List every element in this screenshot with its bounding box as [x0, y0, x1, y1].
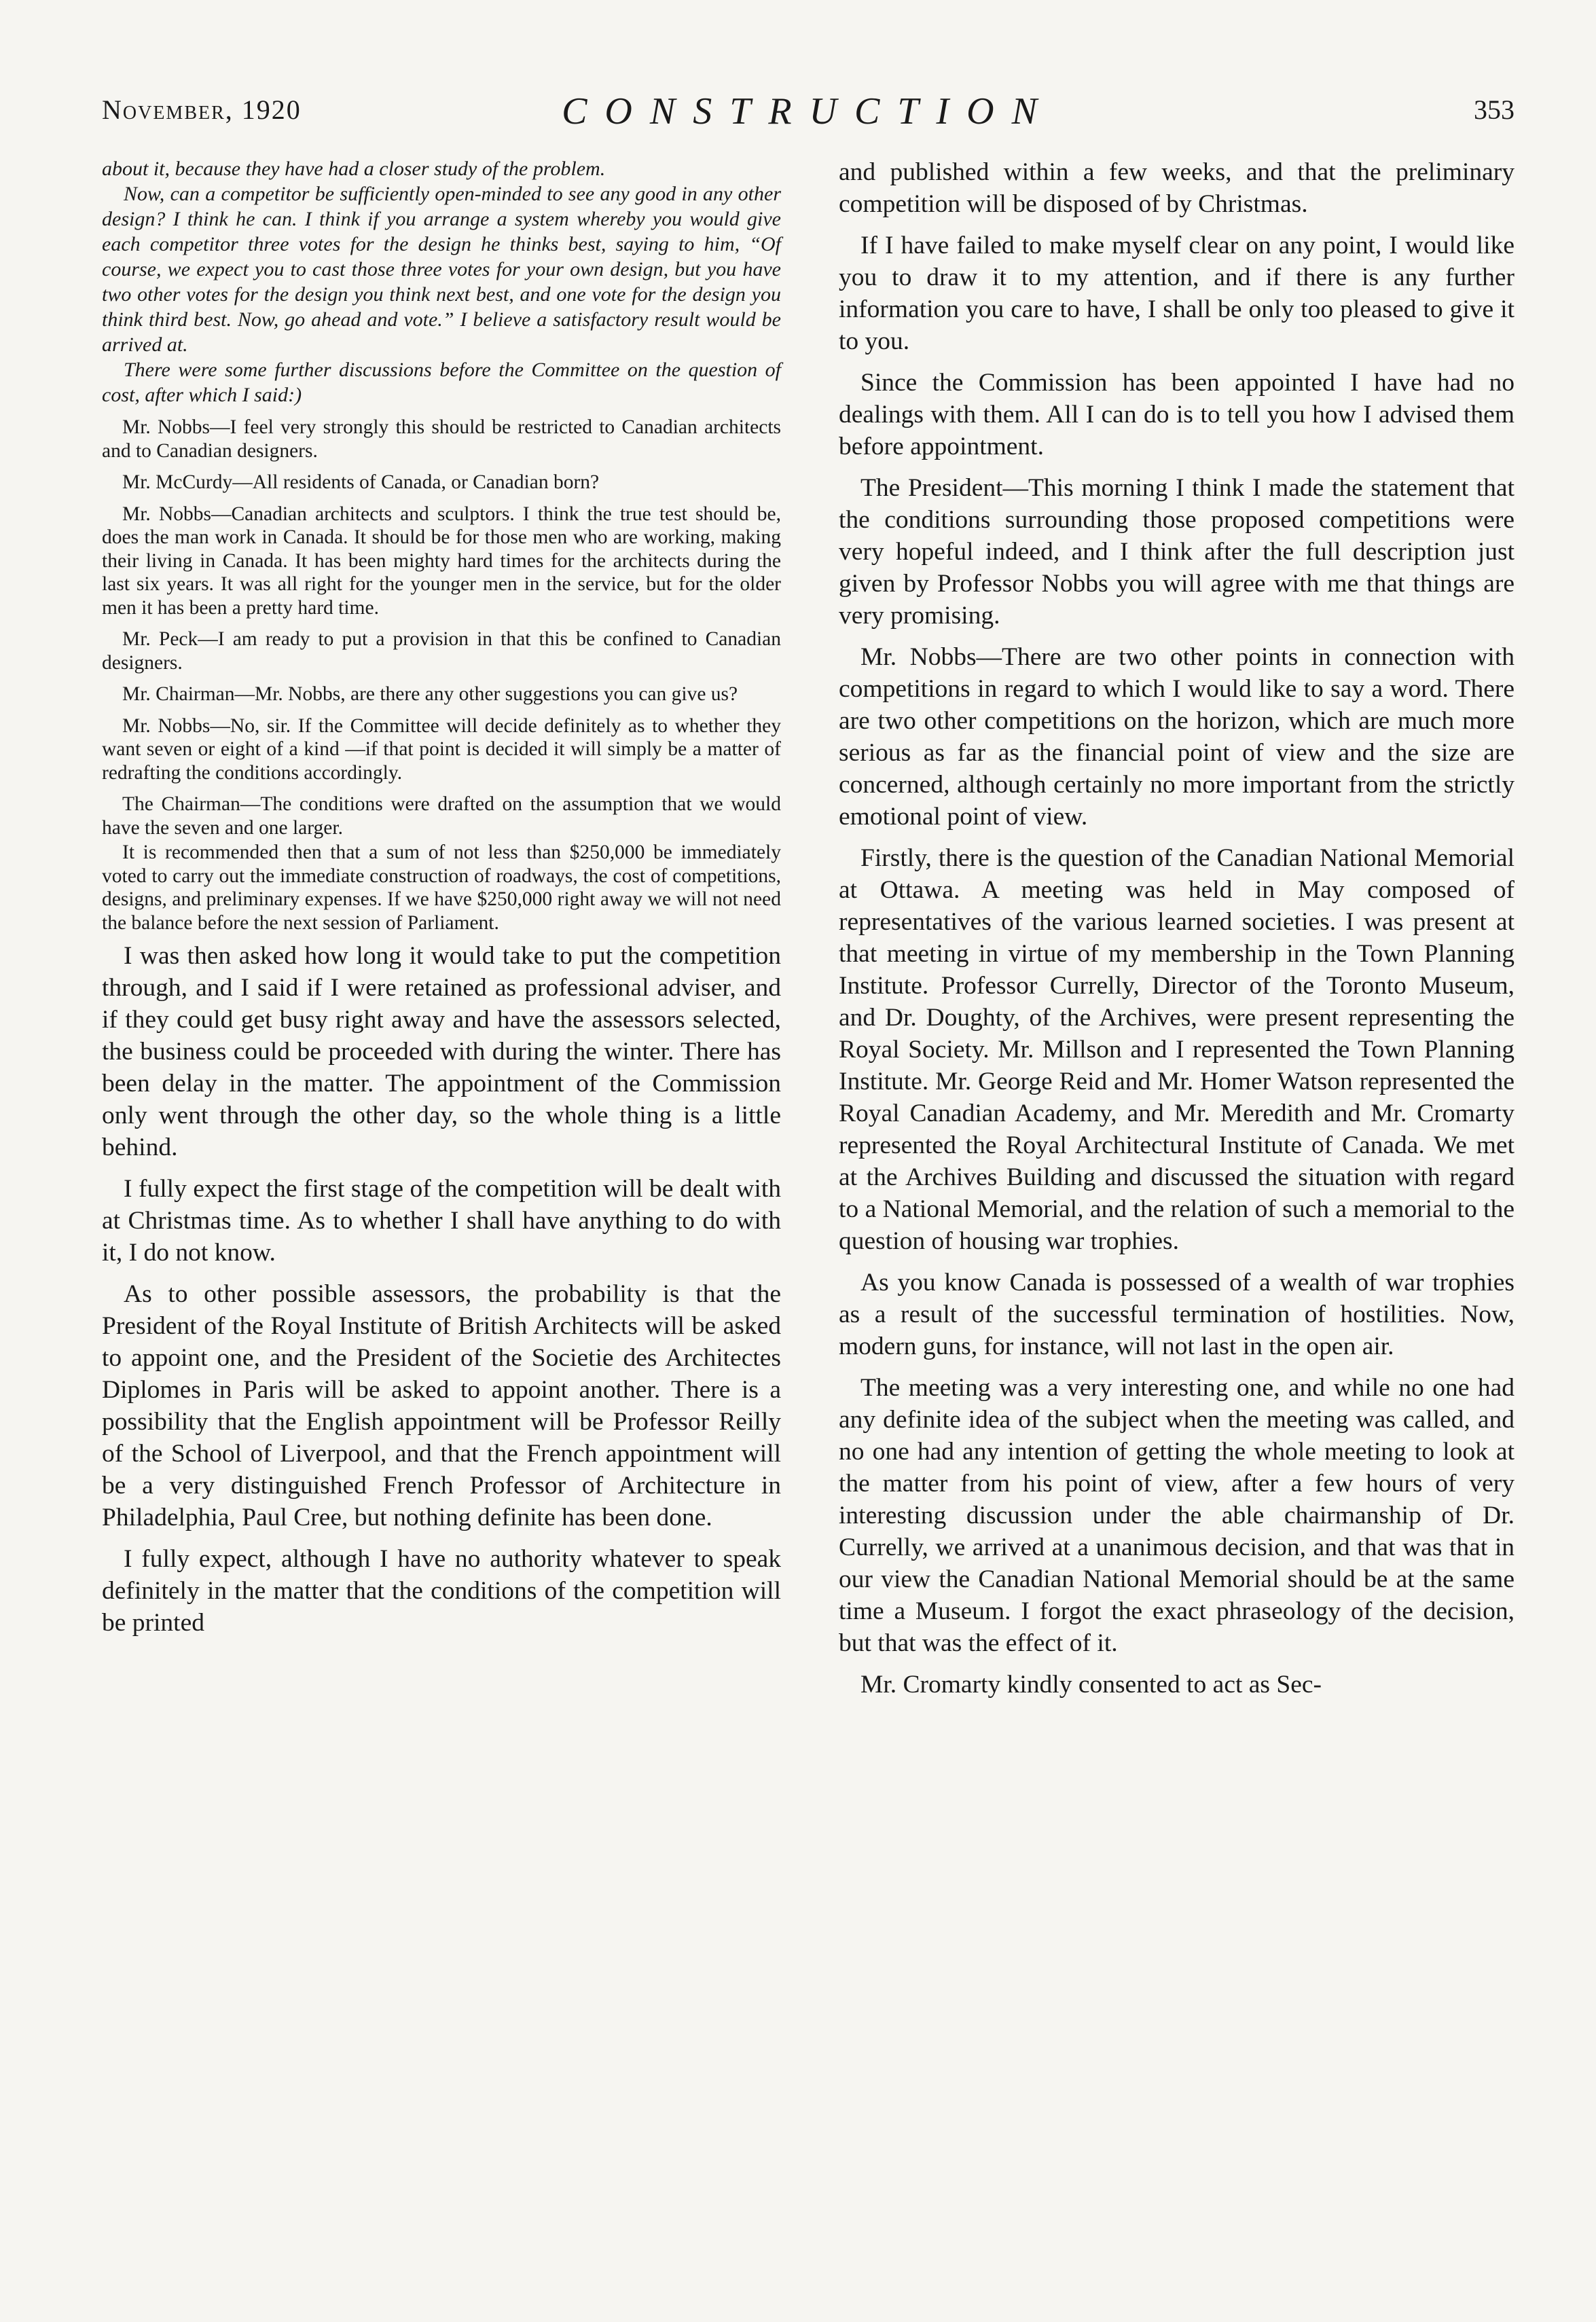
transcript-paragraph: The Chairman—The conditions were drafted on the assumption that we would have the seven and one larger.	[102, 793, 781, 839]
transcript-paragraph: Mr. Nobbs—No, sir. If the Committee will decide definitely as to whether they want seven or eight of a kind —if that point is decided it will simply be a matter of redrafting the conditions accordingly.	[102, 714, 781, 784]
body-paragraph: I fully expect, although I have no authority whatever to speak definitely in the matter that the conditions of the competition will be printed	[102, 1545, 781, 1637]
issue-date: November, 1920	[102, 94, 302, 125]
transcript-paragraph: Mr. Peck—I am ready to put a provision in that this be confined to Canadian designers.	[102, 628, 781, 674]
body-paragraph: I fully expect the first stage of the competition will be dealt with at Christmas time. As to whether I shall have anything to do with it, I do not know.	[102, 1175, 781, 1267]
italic-paragraph: about it, because they have had a closer study of the problem.	[102, 158, 606, 180]
right-column	[839, 156, 1515, 1701]
body-paragraph: As you know Canada is possessed of a wealth of war trophies as a result of the successful termination of hostilities. Now, modern guns, for instance, will not last in the open air.	[839, 1269, 1515, 1360]
publication-title: CONSTRUCTION	[562, 90, 1055, 132]
body-text-block	[839, 156, 1515, 1701]
italic-paragraph: Now, can a competitor be sufficiently open-minded to see any good in any other design? I think he can. I think if you arrange a system whereby you would give each competitor three votes for the design he thinks best, saying to him, “Of course, we expect you to cast those three votes for your own design, but you have two other votes for the design you think next best, and one vote for the design you think third best. Now, go ahead and vote.” I believe a satisfactory result would be arrived at.	[102, 183, 781, 356]
body-paragraph: The President—This morning I think I made the statement that the conditions surrounding those proposed competitions were very hopeful indeed, and I think after the full description just given by Professor Nobbs you will agree with me that things are very promising.	[839, 474, 1515, 630]
body-paragraph: Mr. Nobbs—There are two other points in connection with competitions in regard to which I would like to say a word. There are two other competitions on the horizon, which are much more serious as far as the financial point of view and the size are concerned, although certainly no more important from the strictly emotional point of view.	[839, 643, 1515, 831]
page-number: 353	[1474, 94, 1515, 125]
body-text-block	[102, 940, 781, 1639]
body-paragraph: Firstly, there is the question of the Canadian National Memorial at Ottawa. A meeting was held in May composed of representatives of the various learned societies. I was present at that meeting in virtue of my membership in the Town Planning Institute. Professor Currelly, Director of the Toronto Museum, and Dr. Doughty, of the Archives, were present representing the Royal Society. Mr. Millson and I represented the Town Planning Institute. Mr. George Reid and Mr. Homer Watson represented the Royal Canadian Academy, and Mr. Meredith and Mr. Cromarty represented the Royal Architectural Institute of Canada. We met at the Archives Building and discussed the situation with regard to a National Memorial, and the relation of such a memorial to the question of housing war trophies.	[839, 844, 1515, 1255]
body-paragraph: I was then asked how long it would take to put the competition through, and I said if I were retained as professional adviser, and if they could get busy right away and have the assessors selected, the business could be proceeded with during the winter. There has been delay in the matter. The appointment of the Commission only went through the other day, so the whole thing is a little behind.	[102, 942, 781, 1161]
transcript-paragraph: It is recommended then that a sum of not less than $250,000 be immediately voted to carry out the immediate construction of roadways, the cost of competitions, designs, and preliminary expenses. If we have $250,000 right away we will not need the balance before the next session of Parliament.	[102, 841, 781, 934]
italic-quoted-block	[102, 156, 781, 407]
transcript-paragraph: Mr. Nobbs—I feel very strongly this should be restricted to Canadian architects and to Canadian designers.	[102, 416, 781, 462]
body-paragraph: As to other possible assessors, the probability is that the President of the Royal Institute of British Architects will be asked to appoint one, and the President of the Societie des Architectes Diplomes in Paris will be asked to appoint another. There is a possibility that the English appointment will be Professor Reilly of the School of Liverpool, and that the French appointment will be a very distinguished French Professor of Architecture in Philadelphia, Paul Cree, but nothing definite has been done.	[102, 1280, 781, 1531]
body-paragraph: If I have failed to make myself clear on any point, I would like you to draw it to my attention, and if there is any further information you care to have, I shall be only too pleased to give it to you.	[839, 232, 1515, 355]
body-paragraph: Mr. Cromarty kindly consented to act as Sec-	[860, 1671, 1322, 1699]
body-paragraph: The meeting was a very interesting one, and while no one had any definite idea of the subject when the meeting was called, and no one had any intention of getting the whole meeting to look at the matter from his point of view, after a few hours of very interesting discussion under the able chairmanship of Dr. Currelly, we arrived at a unanimous decision, and that was that in our view the Canadian National Memorial should be at the same time a Museum. I forgot the exact phraseology of the decision, but that was the effect of it.	[839, 1374, 1515, 1657]
left-column	[102, 156, 781, 1639]
transcript-block	[102, 416, 781, 935]
transcript-paragraph: Mr. Chairman—Mr. Nobbs, are there any other suggestions you can give us?	[122, 683, 738, 705]
running-header	[102, 90, 1515, 137]
body-paragraph: Since the Commission has been appointed I have had no dealings with them. All I can do is to tell you how I advised them before appointment.	[839, 369, 1515, 460]
transcript-paragraph: Mr. Nobbs—Canadian architects and sculptors. I think the true test should be, does the man work in Canada. It should be for those men who are working, making their living in Canada. It has been mighty hard times for the architects during the last six years. It was all right for the younger men in the service, but for the older men it has been a pretty hard time.	[102, 503, 781, 619]
transcript-paragraph: Mr. McCurdy—All residents of Canada, or Canadian born?	[122, 471, 600, 493]
body-paragraph: and published within a few weeks, and that the preliminary competition will be disposed of by Christmas.	[839, 158, 1515, 218]
italic-paragraph: There were some further discussions before the Committee on the question of cost, after which I said:)	[102, 359, 781, 406]
